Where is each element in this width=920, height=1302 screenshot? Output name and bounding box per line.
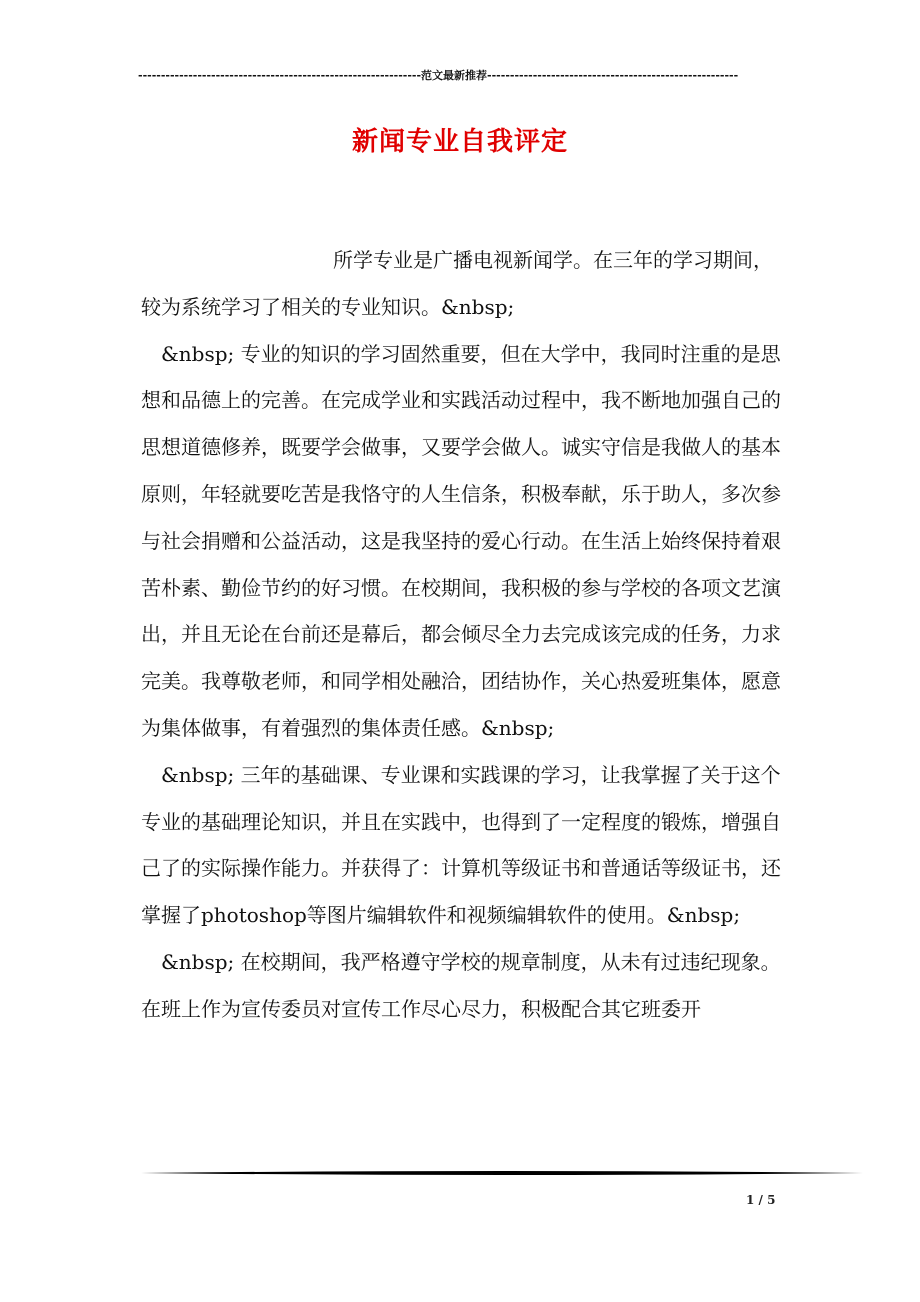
paragraph-1: 所学专业是广播电视新闻学。在三年的学习期间，较为系统学习了相关的专业知识。&nbsp; xyxy=(141,248,773,319)
footer-rule xyxy=(141,1170,863,1176)
paragraph-3: &nbsp; 三年的基础课、专业课和实践课的学习，让我掌握了关于这个专业的基础理论知识，并且在实践中，也得到了一定程度的锻炼，增强自己了的实际操作能力。并获得了：计算机等级证书和普通话等级证书，还掌握了photoshop等图片编辑软件和视频编辑软件的使用。&nbsp; xyxy=(141,762,781,928)
document-title: 新闻专业自我评定 xyxy=(351,127,568,157)
header-banner: --------------------------------------------------------------范文最新推荐------------------------------------------------------- xyxy=(138,69,739,82)
paragraph-2: &nbsp; 专业的知识的学习固然重要，但在大学中，我同时注重的是思想和品德上的完善。在完成学业和实践活动过程中，我不断地加强自己的思想道德修养，既要学会做事，又要学会做人。诚实守信是我做人的基本原则，年轻就要吃苦是我恪守的人生信条，积极奉献，乐于助人，多次参与社会捐赠和公益活动，这是我坚持的爱心行动。在生活上始终保持着艰苦朴素、勤俭节约的好习惯。在校期间，我积极的参与学校的各项文艺演出，并且无论在台前还是幕后，都会倾尽全力去完成该完成的任务，力求完美。我尊敬老师，和同学相处融洽，团结协作，关心热爱班集体，愿意为集体做事，有着强烈的集体责任感。&nbsp; xyxy=(141,341,781,740)
page-number: 1 / 5 xyxy=(746,1193,776,1207)
paragraph-4: &nbsp; 在校期间，我严格遵守学校的规章制度，从未有过违纪现象。在班上作为宣传委员对宣传工作尽心尽力，积极配合其它班委开 xyxy=(141,949,781,1021)
document-body xyxy=(141,237,791,1033)
